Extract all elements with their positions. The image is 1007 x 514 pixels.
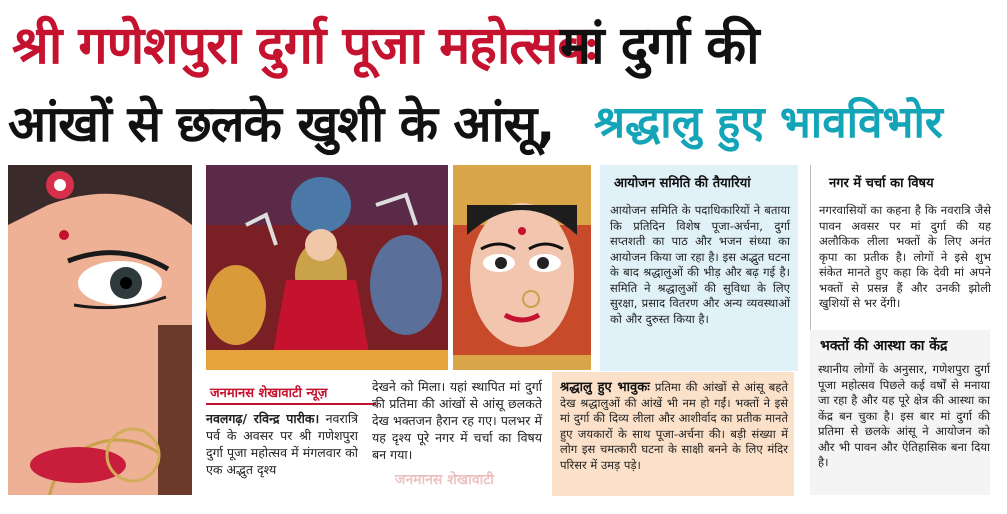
headline-red: श्री गणेशपुरा दुर्गा पूजा महोत्सवः — [12, 16, 596, 76]
box-city-text: नगरवासियों का कहना है कि नवरात्रि जैसे पावन अवसर पर मां दुर्गा की यह अलौकिक लीला भक्तों के लिए अनंत कृपा का प्रतीक है। लोगों ने इसे शुभ संकेत मानते हुए कहा कि देवी मां अपने भक्तों से प्रसन्न हैं और उनकी झोली खुशियों से भर देंगी। — [819, 203, 991, 310]
watermark: जनमानस शेखावाटी — [395, 472, 494, 488]
box-faith-heading: भक्तों की आस्था का केंद्र — [820, 338, 948, 354]
durga-idol-photo — [206, 165, 448, 370]
headline-line-2 — [0, 84, 1007, 158]
headline-teal: श्रद्धालु हुए भावविभोर — [594, 97, 943, 148]
box-city-heading: नगर में चर्चा का विषय — [829, 176, 934, 191]
article-column-1 — [206, 410, 358, 478]
box-devotees-content — [560, 380, 788, 473]
article-column-2 — [372, 378, 542, 463]
box-org-heading: आयोजन समिति की तैयारियां — [614, 176, 751, 191]
headline-black: मां दुर्गा की — [560, 16, 759, 76]
box-org-text: आयोजन समिति के पदाधिकारियों ने बताया कि प्रतिदिन विशेष पूजा-अर्चना, दुर्गा सप्तशती का पाठ और भजन संध्या का आयोजन किया जा रहा है। इस अद्भुत घटना के बाद श्रद्धालुओं की भीड़ और बढ़ गई है। समिति ने श्रद्धालुओं की सुविधा के लिए सुरक्षा, प्रसाद वितरण और अन्य व्यवस्थाओं को और दुरुस्त किया है। — [610, 203, 790, 326]
dateline: नवलगढ़/ रविन्द्र पारीक। — [206, 411, 320, 426]
durga-closeup-photo — [8, 165, 192, 495]
box-devotees-heading: श्रद्धालु हुए भावुकः — [560, 380, 650, 395]
column-1-text: नवरात्रि पर्व के अवसर पर श्री गणेशपुरा दुर्गा पूजा महोत्सव में मंगलवार को एक अद्भुत दृश्य — [206, 411, 358, 477]
box-city-talk — [810, 165, 991, 335]
box-faith-text: स्थानीय लोगों के अनुसार, गणेशपुरा दुर्गा पूजा महोत्सव पिछले कई वर्षों से मनाया जा रहा है और यह पूरे क्षेत्र की आस्था का केंद्र बन चुका है। इस बार मां दुर्गा की प्रतिमा से छलके आंसू ने आयोजन को और भी पावन और ऐतिहासिक बना दिया है। — [818, 362, 990, 469]
durga-face-photo — [453, 165, 591, 370]
headline-line-1 — [0, 2, 1007, 80]
headline-black-2: आंखों से छलके खुशी के आंसू, — [8, 95, 555, 153]
bottom-strip — [0, 503, 1007, 514]
box-devotees-text: प्रतिमा की आंखों से आंसू बहते देख श्रद्धालुओं की आंखें भी नम हो गईं। भक्तों ने इसे मां दुर्गा की दिव्य लीला और आशीर्वाद का प्रतीक मानते हुए जयकारों के साथ पूजा-अर्चना की। बड़ी संख्या में लोग इस चमत्कारी घटना के साक्षी बनने के लिए मंदिर परिसर में उमड़ पड़े। — [560, 380, 789, 472]
box-devotees — [552, 372, 794, 496]
column-2-text: देखने को मिला। यहां स्थापित मां दुर्गा की प्रतिमा की आंखों से आंसू छलकते देख भक्तजन हैरान रह गए। पलभर में यह दृश्य पूरे नगर में चर्चा का विषय बन गया। — [372, 379, 542, 462]
byline: जनमानस शेखावाटी न्यूज़ — [210, 386, 328, 401]
box-faith-center — [810, 330, 990, 495]
box-organising-committee — [600, 165, 798, 371]
